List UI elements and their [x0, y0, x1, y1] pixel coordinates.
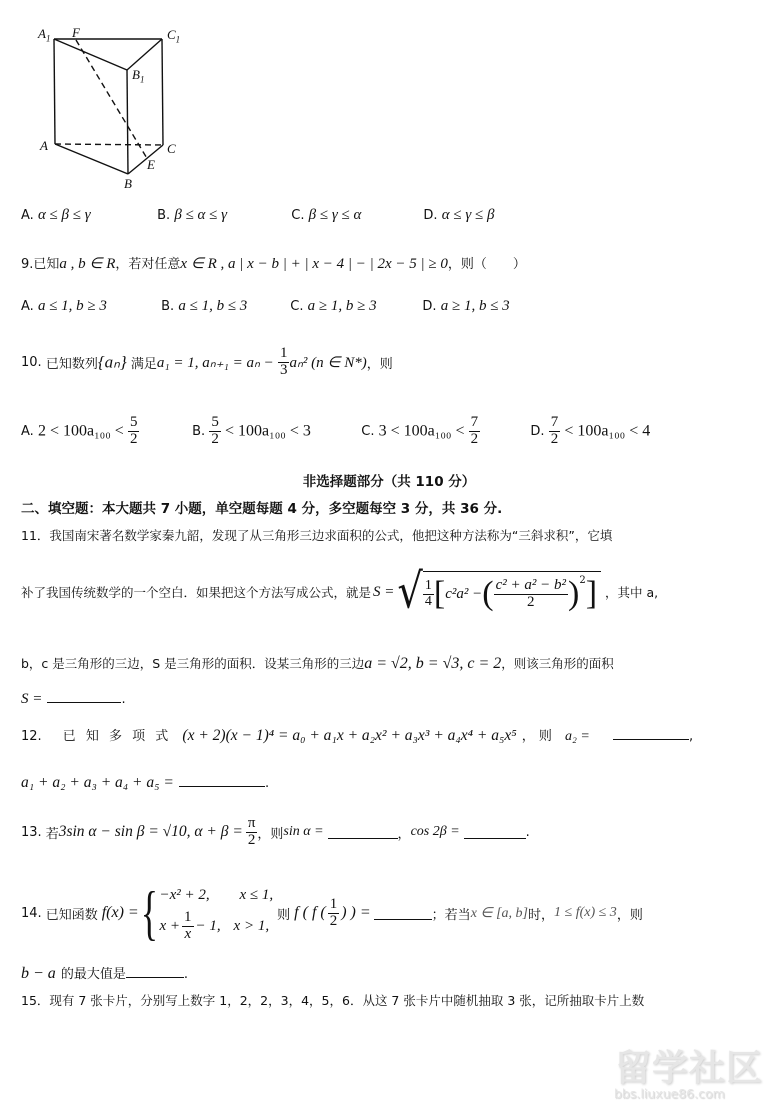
q13-line: 13. 若 3sin α − sin β = √10, α + β = $\frac{\pi}{2}$ ，则 sin α = ， cos 2β = .: [21, 815, 530, 848]
q11-line1: 11．我国南宋著名数学家秦九韶，发现了从三角形三边求面积的公式，他把这种方法称为“三斜求积”，它填: [21, 528, 613, 543]
brace-symbol: {: [140, 880, 158, 946]
q14-max-blank[interactable]: [126, 965, 184, 978]
label-C1: $C_1$: [167, 27, 181, 45]
q10-option-b[interactable]: B. $\frac{5}{2}$ < 100a₁₀₀ < 3: [192, 414, 311, 447]
q11-formula: √ $\frac{1}{4}$ [ c²a² − ( $\frac{\text{c² + a² − b²}}{2}$ ) $^2$ ]: [397, 571, 601, 613]
label-C: C: [167, 141, 176, 156]
q13-sin-blank[interactable]: [328, 826, 398, 839]
label-A: A: [40, 138, 48, 153]
prism-diagram: [30, 20, 200, 190]
q14-line1: 14. 已知函数 f(x) = { −x² + 2, x ≤ 1, x + $\frac{1}{x}$ − 1, x > 1, 则 f ( f ( $\frac{1}{2}$ ) ) = ；若当 x ∈ [a, b] 时， 1 ≤ f(x) ≤ 3 ，则: [21, 880, 643, 946]
sqrt-symbol: √: [397, 564, 423, 620]
q12-sum-blank[interactable]: [179, 774, 265, 787]
label-A1: $A_1$: [38, 26, 51, 44]
q11-line3: b，c 是三角形的三边，S 是三角形的面积．设某三角形的三边a = √2, b = √3, c = 2，则该三角形的面积: [21, 655, 614, 672]
section-heading: 二、填空题：本大题共 7 小题，单空题每题 4 分，多空题每空 3 分，共 36 分.: [21, 501, 503, 517]
q10-options: [21, 415, 650, 448]
q9-stem: 9.已知a , b ∈ R，若对任意x ∈ R , a | x − b | + | x − 4 | − | 2x − 5 | ≥ 0，则（ ）: [21, 256, 526, 272]
watermark-logo: 留学社区: [615, 1048, 764, 1089]
section-title: 非选择题部分（共 110 分）: [302, 474, 476, 490]
q8-options: [21, 207, 494, 224]
label-F: F: [72, 25, 80, 40]
piecewise-cases: −x² + 2, x ≤ 1, x + $\frac{1}{x}$ − 1, x > 1,: [159, 886, 274, 942]
q14-ff-blank[interactable]: [374, 907, 432, 920]
q8-option-c[interactable]: C. β ≤ γ ≤ α: [291, 207, 362, 223]
q10-fraction: $\frac{1}{3}$: [279, 345, 288, 378]
q11-answer-blank[interactable]: [47, 690, 121, 703]
watermark-url: bbs.liuxue86.com: [614, 1086, 725, 1101]
q9-option-c[interactable]: C. a ≥ 1, b ≥ 3: [290, 298, 377, 314]
q11-line4: S = .: [21, 691, 126, 707]
q12-a2-blank[interactable]: [613, 727, 689, 740]
q15-line1: 15．现有 7 张卡片，分别写上数字 1，2，2，3，4，5，6．从这 7 张卡片中随机抽取 3 张，记所抽取卡片上数: [21, 993, 645, 1008]
q10-option-c[interactable]: C. 3 < 100a₁₀₀ < $\frac{7}{2}$: [361, 414, 479, 447]
q12-line2: a₁ + a₂ + a₃ + a₄ + a₅ = .: [21, 774, 270, 791]
q8-option-d[interactable]: D. α ≤ γ ≤ β: [423, 207, 495, 223]
q9-options: [21, 298, 510, 315]
q9-option-b[interactable]: B. a ≤ 1, b ≤ 3: [161, 298, 248, 314]
q14-line2: b − a 的最大值是 .: [21, 965, 189, 982]
prism-figure: [30, 20, 200, 190]
q8-option-a[interactable]: A. α ≤ β ≤ γ: [21, 207, 91, 223]
label-E: E: [147, 157, 155, 172]
q9-option-d[interactable]: D. a ≥ 1, b ≤ 3: [422, 298, 510, 314]
q10-option-d[interactable]: D. $\frac{7}{2}$ < 100a₁₀₀ < 4: [530, 414, 651, 447]
q13-cos-blank[interactable]: [464, 826, 526, 839]
label-B1: $B_1$: [132, 67, 145, 85]
q8-option-b[interactable]: B. β ≤ α ≤ γ: [157, 207, 228, 223]
q9-option-a[interactable]: A. a ≤ 1, b ≥ 3: [21, 298, 107, 314]
q12-line1: 12. 已 知 多 项 式 (x + 2)(x − 1)⁴ = a₀ + a₁x + a₂x² + a₃x³ + a₄x⁴ + a₅x⁵ ， 则 a₂ = ,: [21, 727, 694, 744]
q10-stem: 10. 已知数列{aₙ} 满足a₁ = 1, aₙ₊₁ = aₙ − $\frac{1}{3}$ aₙ² (n ∈ N*)，则: [21, 345, 393, 378]
q11-line2: 补了我国传统数学的一个空白．如果把这个方法写成公式，就是 S = √ $\frac{1}{4}$ [ c²a² − ( $\frac{\text{c² + a² − b²}}{2}$ ) $^2$ ] ，其中 a,: [21, 564, 659, 620]
q10-option-a[interactable]: A. 2 < 100a₁₀₀ < $\frac{5}{2}$: [21, 414, 138, 447]
label-B: B: [124, 176, 132, 191]
